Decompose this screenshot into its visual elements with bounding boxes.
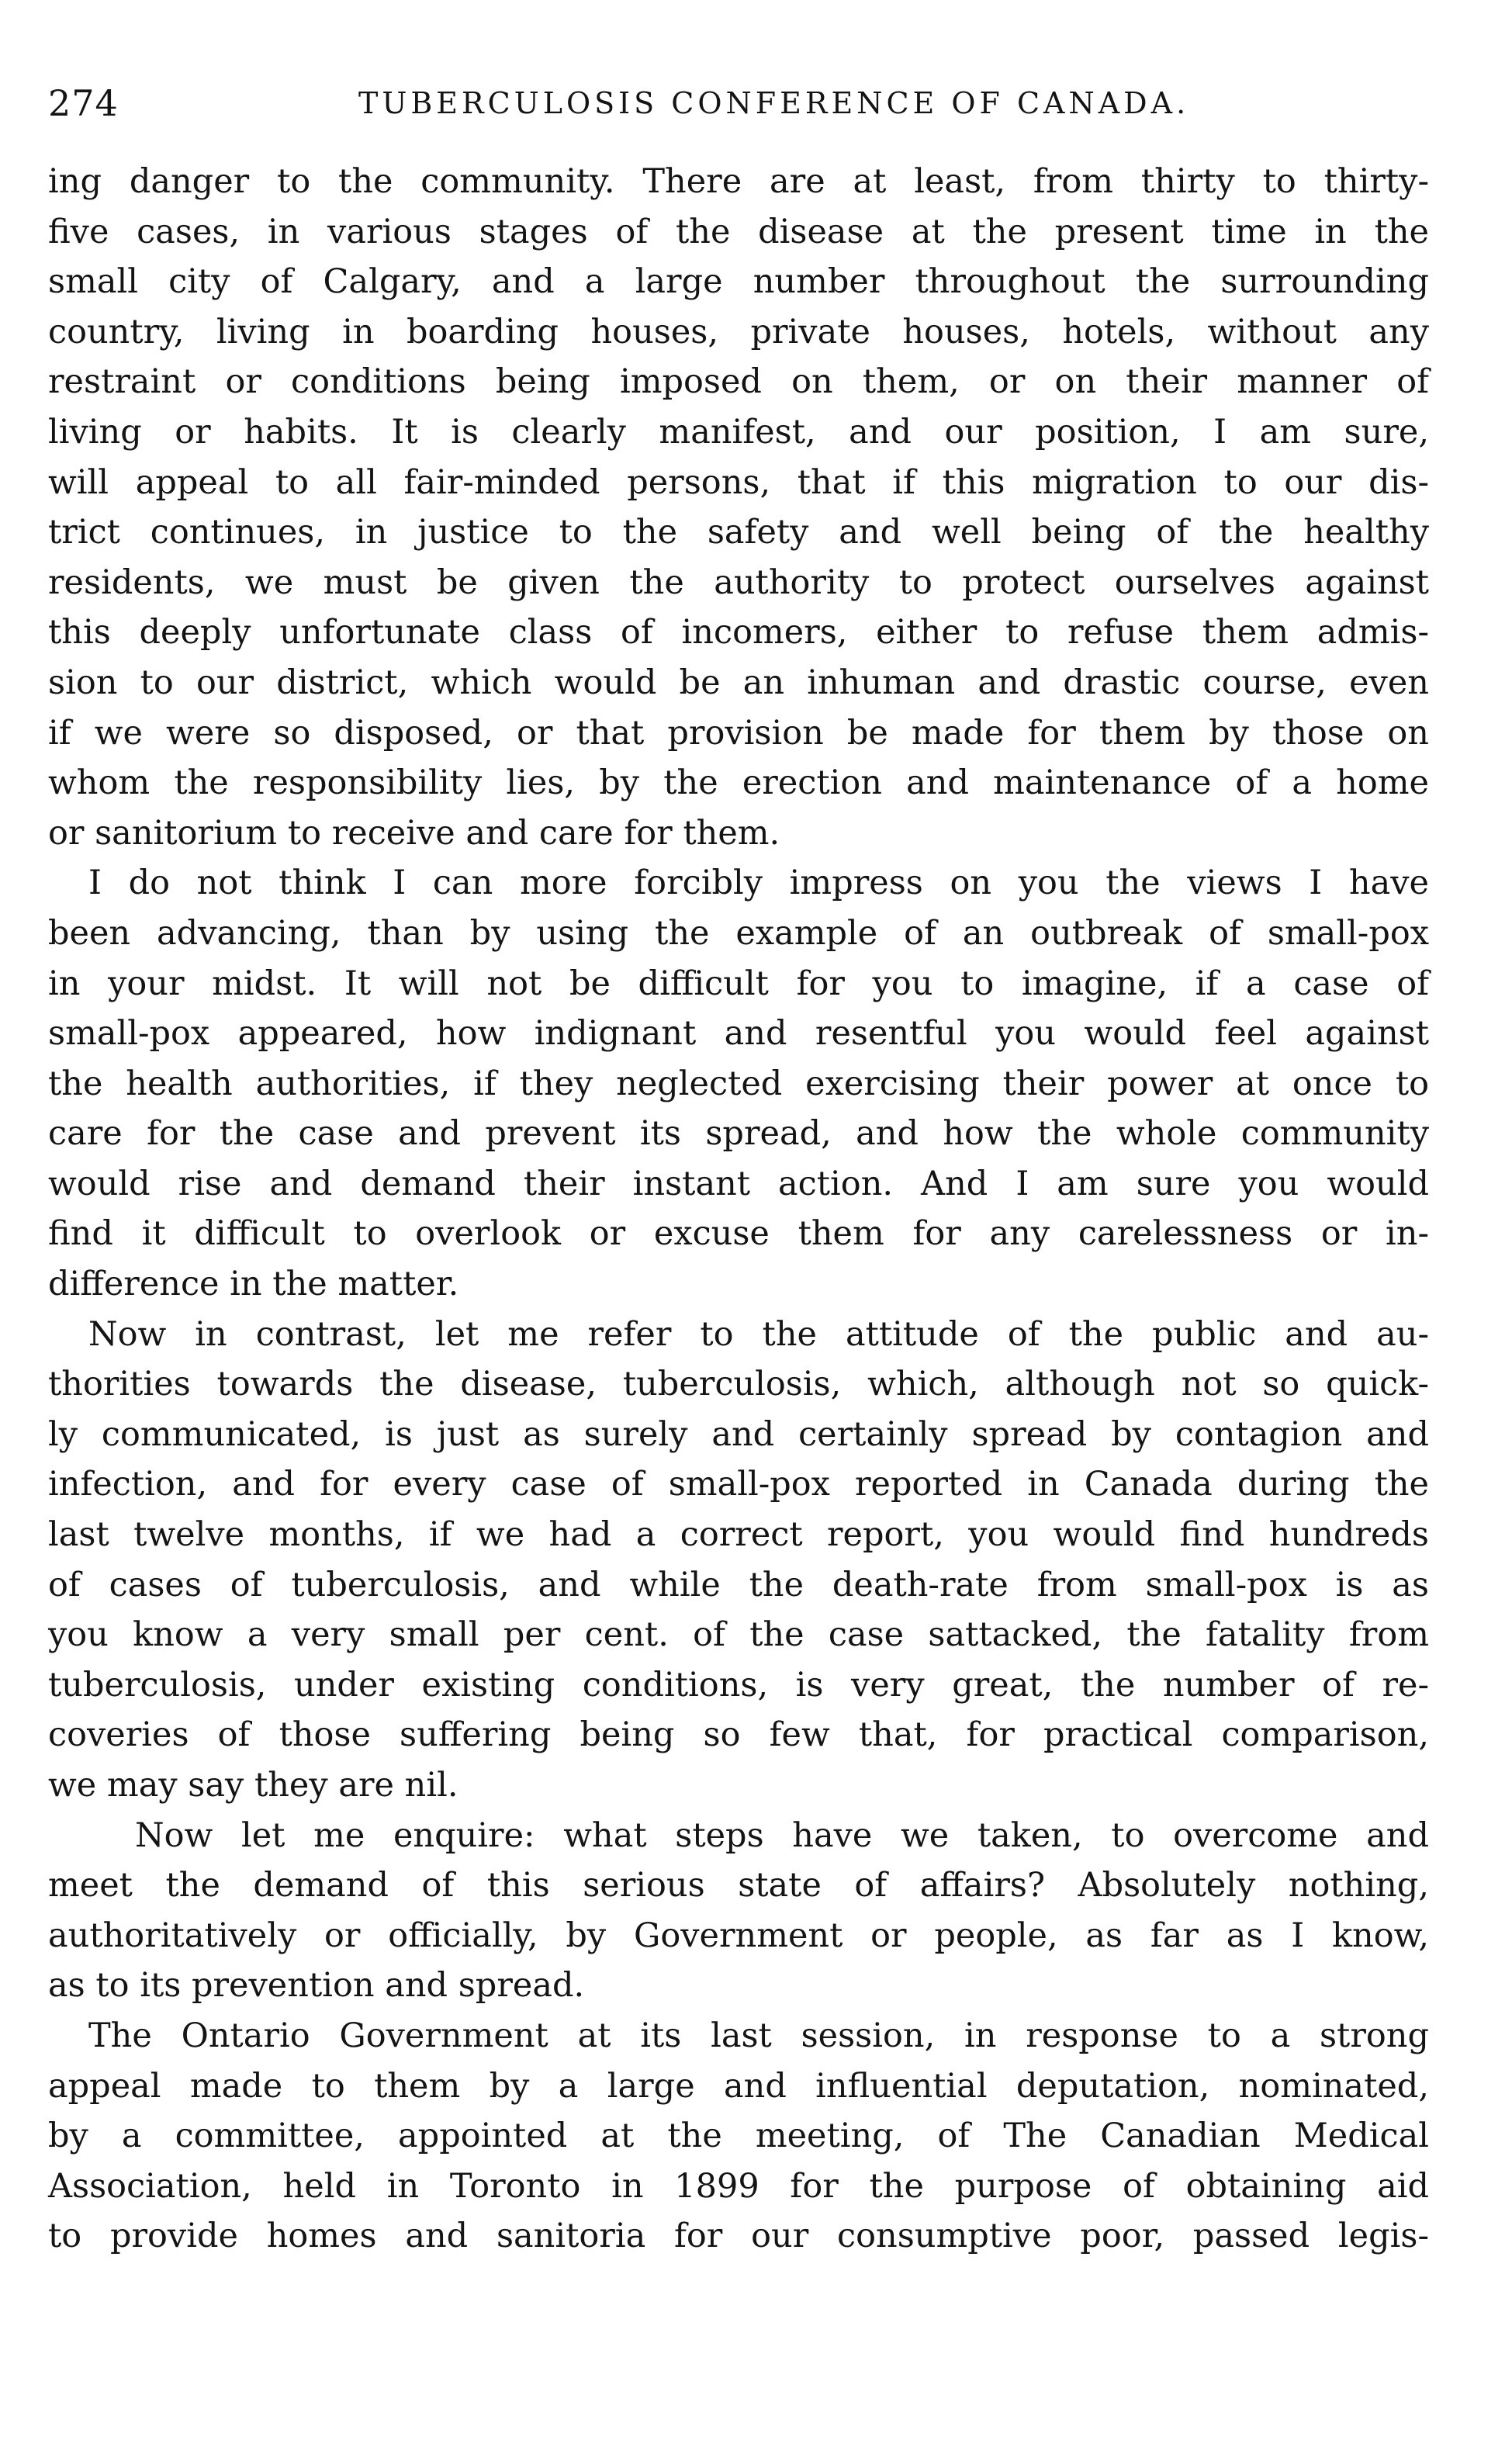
paragraph-5 <box>48 2011 1429 2262</box>
paragraph-1 <box>48 157 1429 858</box>
text-line: will appeal to all fair-minded persons, that if this migration to our dis- <box>48 462 1429 502</box>
text-line: tuberculosis, under existing conditions, is very great, the number of re- <box>48 1665 1429 1705</box>
text-line: ing danger to the community. There are at least, from thirty to thirty- <box>48 162 1429 201</box>
text-line: authoritatively or officially, by Government or people, as far as I know, <box>48 1916 1429 1955</box>
text-line: would rise and demand their instant action. And I am sure you would <box>48 1164 1429 1203</box>
text-line: you know a very small per cent. of the case sattacked, the fatality from <box>48 1615 1429 1655</box>
text-line: whom the responsibility lies, by the erection and maintenance of a home <box>48 763 1429 803</box>
text-line: residents, we must be given the authority to protect ourselves against <box>48 562 1429 602</box>
text-line: coveries of those suffering being so few that, for practical comparison, <box>48 1715 1429 1755</box>
text-line: sion to our district, which would be an inhuman and drastic course, even <box>48 663 1429 702</box>
text-line: as to its prevention and spread. <box>48 1966 585 2006</box>
text-line: restraint or conditions being imposed on them, or on their manner of <box>48 362 1429 402</box>
paragraph-2 <box>48 858 1429 1309</box>
text-line: the health authorities, if they neglected exercising their power at once to <box>48 1064 1429 1103</box>
text-line: last twelve months, if we had a correct report, you would find hundreds <box>48 1515 1429 1555</box>
text-line: this deeply unfortunate class of incomers, either to refuse them admis- <box>48 613 1429 652</box>
text-line: find it difficult to overlook or excuse them for any carelessness or in- <box>48 1214 1429 1254</box>
running-head: TUBERCULOSIS CONFERENCE OF CANADA. <box>358 86 1190 120</box>
text-line: we may say they are nil. <box>48 1766 458 1805</box>
text-line: small-pox appeared, how indignant and resentful you would feel against <box>48 1014 1429 1054</box>
text-line: trict continues, in justice to the safety and well being of the healthy <box>48 513 1429 552</box>
text-line: Now in contrast, let me refer to the attitude of the public and au- <box>88 1314 1429 1354</box>
paragraph-3 <box>48 1310 1429 1811</box>
text-line: if we were so disposed, or that provision be made for them by those on <box>48 713 1429 753</box>
text-line: ly communicated, is just as surely and certainly spread by contagion and <box>48 1414 1429 1454</box>
text-line: country, living in boarding houses, private houses, hotels, without any <box>48 312 1429 351</box>
text-line: living or habits. It is clearly manifest, and our position, I am sure, <box>48 412 1429 452</box>
text-line: to provide homes and sanitoria for our consumptive poor, passed legis- <box>48 2217 1429 2256</box>
text-line: infection, and for every case of small-pox reported in Canada during the <box>48 1465 1429 1504</box>
text-line: Association, held in Toronto in 1899 for the purpose of obtaining aid <box>48 2166 1429 2206</box>
page-header <box>48 76 1429 130</box>
text-line: by a committee, appointed at the meeting, of The Canadian Medical <box>48 2117 1429 2156</box>
text-line: difference in the matter. <box>48 1265 459 1304</box>
paragraph-4 <box>48 1811 1429 2011</box>
text-line: small city of Calgary, and a large number throughout the surrounding <box>48 262 1429 302</box>
body-text <box>48 157 1429 2262</box>
page-number: 274 <box>48 82 119 124</box>
text-line: meet the demand of this serious state of affairs? Absolutely nothing, <box>48 1866 1429 1905</box>
text-line: been advancing, than by using the example of an outbreak of small-pox <box>48 913 1429 953</box>
text-line: I do not think I can more forcibly impress on you the views I have <box>88 864 1429 903</box>
text-line: five cases, in various stages of the disease at the present time in the <box>48 212 1429 251</box>
text-line: in your midst. It will not be difficult for you to imagine, if a case of <box>48 964 1429 1003</box>
text-line: The Ontario Government at its last session, in response to a strong <box>88 2016 1429 2055</box>
text-line: Now let me enquire: what steps have we taken, to overcome and <box>135 1815 1429 1855</box>
text-line: appeal made to them by a large and influential deputation, nominated, <box>48 2066 1429 2106</box>
text-line: care for the case and prevent its spread, and how the whole community <box>48 1114 1429 1154</box>
text-line: or sanitorium to receive and care for them. <box>48 813 780 853</box>
text-line: of cases of tuberculosis, and while the death-rate from small-pox is as <box>48 1565 1429 1604</box>
text-line: thorities towards the disease, tuberculosis, which, although not so quick- <box>48 1365 1429 1404</box>
